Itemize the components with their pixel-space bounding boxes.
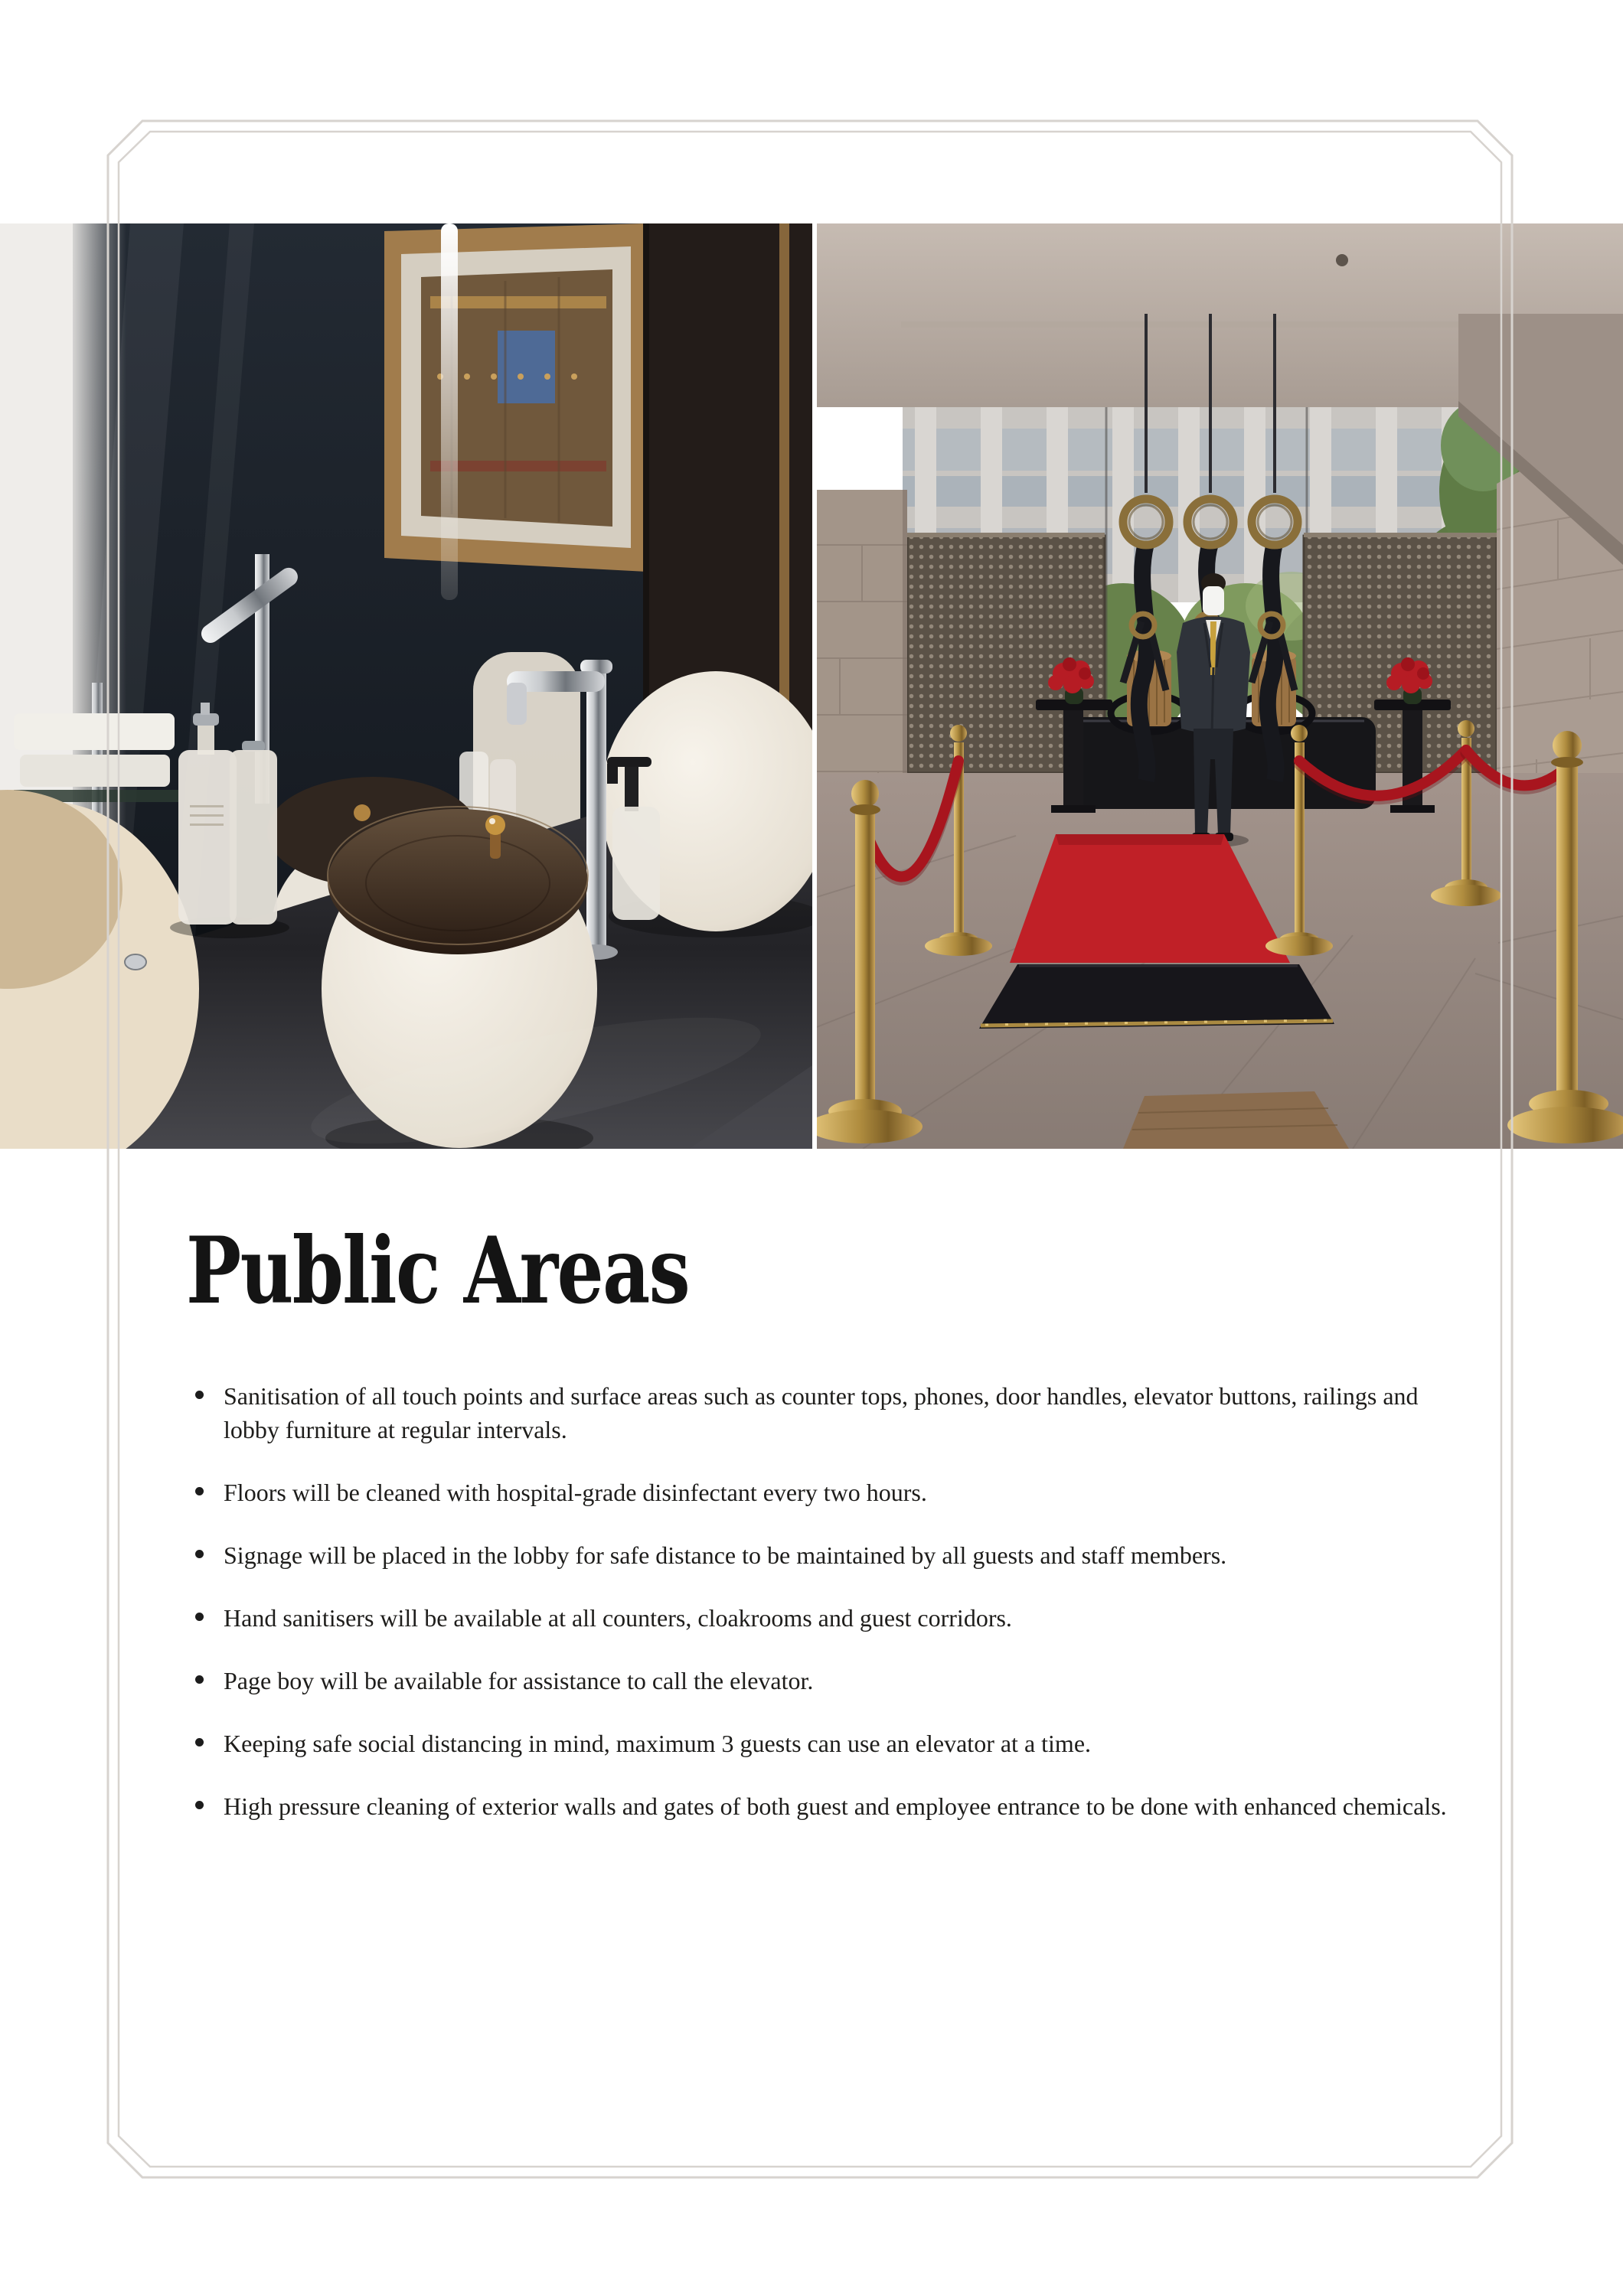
- bullet-dot: [195, 1550, 204, 1558]
- bullet-text: Signage will be placed in the lobby for safe distance to be maintained by all guests and staff members.: [224, 1541, 1227, 1569]
- bullet-dot: [195, 1391, 204, 1399]
- bullet-text: High pressure cleaning of exterior walls and gates of both guest and employee entrance to be done with enhanced chemicals.: [224, 1792, 1447, 1820]
- list-item: [195, 1379, 1458, 1446]
- face-mask: [1203, 586, 1224, 615]
- list-item: [195, 1789, 1458, 1823]
- lobby-photo-art: [817, 223, 1623, 1149]
- drain-button: [125, 954, 146, 970]
- bathroom-photo: [0, 223, 812, 1149]
- bullet-text: Sanitisation of all touch points and surface areas such as counter tops, phones, door handles, elevator buttons, railings and lobby furniture at regular intervals.: [224, 1382, 1419, 1443]
- list-item: [195, 1664, 1458, 1698]
- list-item: [195, 1727, 1458, 1760]
- black-entry-mat: [979, 964, 1334, 1029]
- mirror-light-strip: [441, 223, 458, 600]
- bullet-dot: [195, 1675, 204, 1684]
- bullet-dot: [195, 1613, 204, 1621]
- lobby-photo: [817, 223, 1623, 1149]
- bullet-text: Floors will be cleaned with hospital-grade disinfectant every two hours.: [224, 1479, 927, 1506]
- bullet-dot: [195, 1738, 204, 1746]
- disc-knob: [485, 815, 505, 835]
- bathroom-photo-art: [0, 223, 812, 1149]
- list-item: [195, 1538, 1458, 1572]
- page-title: Public Areas: [186, 1217, 690, 1325]
- bullet-text: Page boy will be available for assistance to call the elevator.: [224, 1667, 814, 1694]
- bullet-text: Keeping safe social distancing in mind, maximum 3 guests can use an elevator at a time.: [224, 1730, 1092, 1757]
- bullet-dot: [195, 1487, 204, 1495]
- list-item: [195, 1476, 1458, 1509]
- wood-floor-inset: [1123, 1091, 1349, 1149]
- bullet-list: [195, 1379, 1458, 1823]
- list-item: [195, 1601, 1458, 1635]
- bullet-dot: [195, 1801, 204, 1809]
- bullet-text: Hand sanitisers will be available at all counters, cloakrooms and guest corridors.: [224, 1604, 1012, 1632]
- framed-artwork: [384, 223, 647, 572]
